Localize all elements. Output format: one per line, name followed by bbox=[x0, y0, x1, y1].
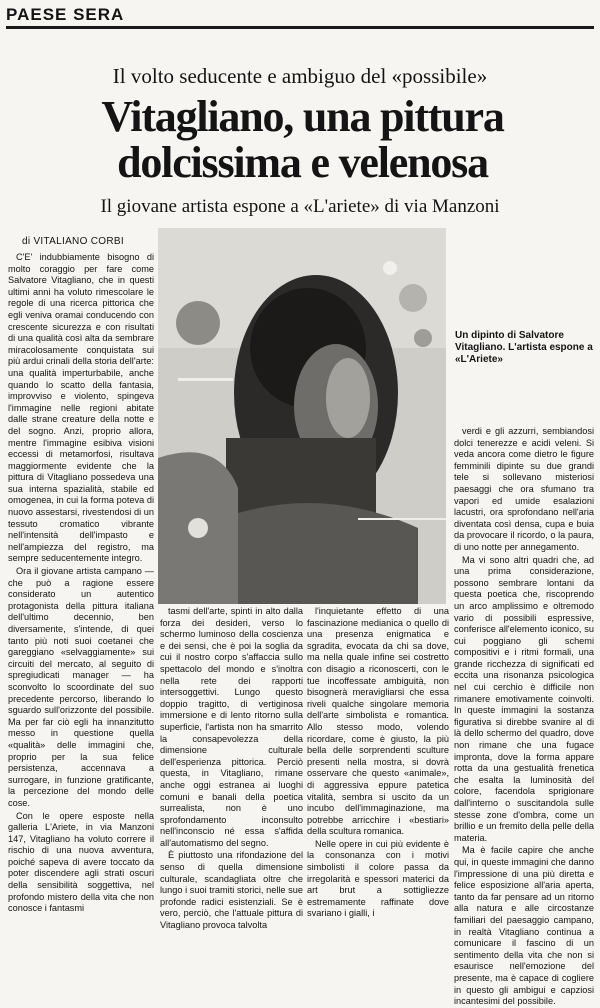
article-column-4 bbox=[454, 426, 594, 1007]
headline-line-1: Vitagliano, una pittura bbox=[101, 92, 504, 141]
paragraph: tasmi dell'arte, spinti in alto dalla forza dei desideri, verso lo schermo luminoso della coscienza e dei sensi, che è poi la soglia da cui il nostro corpo s'affaccia sullo spettacolo del mondo e s'inoltra nella rete dei rapporti intersoggettivi. Lungo questo doppio tragitto, di vertiginosa immersione e di lento ritorno sulla superficie, l'artista non ha smarrito la consapevolezza della dimensione culturale dell'esperienza pittorica. Perciò questa, in Vitagliano, rimane anche oggi estranea ai luoghi comuni e banali della poetica surrealista, non è uno sprofondamento inconsulto nell'inconscio né essa s'affida all'automatismo del segno. bbox=[160, 606, 303, 848]
paragraph: l'inquietante effetto di una fascinazione medianica o quello di una presenza enigmatica e sgradita, evocata da chi sa dove, ma nella quale infine sei costretto con disagio a riconoscerti, con le tue incoffessate ambiguità, non bisognerà meravigliarsi che essa riveli qualche singolare memoria dell'arte simbolista e romantica. Allo stesso modo, volendo ricordare, come è giusto, la più bella delle sorprendenti sculture presenti nella mostra, si dovrà osservare che questo «animale», di aggressiva eppure patetica vitalità, sembra si uscito da un incubo dell'immaginazione, ma potrebbe arricchire i «bestiari» della scultura romanica. bbox=[307, 606, 449, 837]
paragraph: Con le opere esposte nella galleria L'Ariete, in via Manzoni 147, Vitagliano ha voluto correre il rischio di una nuova avventura, poiché sapeva di avere toccato da poter discendere agli strati oscuri della sensibilità soggettiva, nel profondo mistero della vita che non conosce i fantasmi bbox=[8, 810, 154, 914]
masthead bbox=[6, 4, 594, 29]
article-headline bbox=[30, 94, 575, 186]
paragraph: verdi e gli azzurri, sembiandosi dolci tenerezze e acidi veleni. Si veda ancora come dietro le figure femminili dipinte su due grandi tele si sollevano misteriosi paesaggi che ora sfumano tra vapori ed umide esalazioni lacustri, ora sprofondano nell'aria diventata così densa, cupa e buia da provocare il ricordo, o la paura, di uno notte per annegamento. bbox=[454, 426, 594, 552]
article-column-2 bbox=[160, 606, 303, 940]
article-column-1 bbox=[8, 252, 154, 940]
paragraph: Ma è facile capire che anche qui, in queste immagini che danno l'impressione di una più diretta e felice esposizione all'aria aperta, tanto da far pensare ad un ritorno alla natura e alle circostanze familiari del paesaggio campano, in realtà Vitagliano continua a comunicare il fascino di un sentimento della vita che non si esaurisce nell'emozione del presente, ma è capace di cogliere in questo gli ambigui e capziosi incantesimi del possibile. bbox=[454, 845, 594, 1007]
article-column-3 bbox=[307, 606, 449, 940]
photo-caption: Un dipinto di Salvatore Vitagliano. L'artista espone a «L'Ariete» bbox=[455, 330, 593, 365]
headline-line-2: dolcissima e velenosa bbox=[117, 138, 488, 187]
newspaper-name: PAESE SERA bbox=[6, 5, 125, 24]
article-byline: di VITALIANO CORBI bbox=[22, 236, 124, 247]
article-subhead: Il giovane artista espone a «L'ariete» di via Manzoni bbox=[100, 196, 500, 217]
painting-illustration bbox=[158, 228, 446, 604]
paragraph: È piuttosto una rifondazione del senso di quella dimensione culturale, scandagliata oltre che lungo i suoi tramiti storici, nelle sue profonde radici esistenziali. Se è vero, perciò, che l'attuale pittura di Vitagliano provoca talvolta bbox=[160, 850, 303, 931]
painting-photo bbox=[158, 228, 446, 604]
paragraph: Ma vi sono altri quadri che, ad una prima considerazione, possono sembrare lontani da questa poetica che, riscoprendo un arco amplissimo e oltremodo vario di possibili espressive, conferisce all'elemento iconico, su cui poggiano gli schemi compositivi e i ritmi formali, una grande ricchezza di significati ed eccita una risonanza psicologica nel cui cerchio è difficile non rimanere emotivamente coinvolti. In queste immagini la sostanza figurativa si direbbe svanire al di là dello schermo del quadro, dove non rimane che una fugace impronta, dove la forma appare rotta da una gestualità frenetica che esalta la luminosità del colore, facendola sprigionare dall'interno o suscitandola sulle stesse zone d'ombra, come un brillio e un fremito della pelle della materia. bbox=[454, 554, 594, 843]
paragraph: Nelle opere in cui più evidente è la consonanza con i motivi simbolisti il colore passa da irregolarità e spessori materici da art brut a sottigliezze estremamente raffinate dove svariano i gialli, i bbox=[307, 838, 449, 919]
paragraph: C'E' indubbiamente bisogno di molto coraggio per fare come Salvatore Vitagliano, che in questi ultimi anni ha voluto rimescolare le regole di una ricerca pittorica che egli veniva oramai conducendo con crescente sicurezza e con risultati di una qualità così alta da sembrare miracolosamente conquistata sui più ardui crinali della storia dell'arte: una qualità imperturbabile, anche quando lo scatto della fantasia, improvviso e violento, spingeva l'immagine nelle regioni abitate dalle strane creature della notte e del sogno. Anzi, proprio allora, mentre l'immagine esibiva visioni eccessi di metamorfosi, risultava maggiormente evidente che la pittura di Vitagliano possedeva una sua interna spazialità, stabile ed omogenea, in cui la forma poteva di nuovo assestarsi, rivestendosi di un tessuto cromatico vibrante nell'intensità dell'impasto e nell'ampiezza del registro, ma sempre seducentemente integro. bbox=[8, 252, 154, 564]
paragraph: Ora il giovane artista campano — che può a ragione essere considerato un autentico protagonista della pittura italiana dell'ultimo decennio, ben diversamente, s'intende, di quei tanto più noti suoi coetanei che gareggiano «selvaggiamente» sui circuiti del mercato, al seguito di spregiudicati manager — ha sconvolto lo scoordinate del suo precedente percorso, liberando lo sguardo sull'orizzonte del possibile. Ma per far ciò egli ha innanzitutto messo in questione quella «qualità» delle immagini che, proprio per la sua felice persistenza, accennava a surrogare, in funzione gratificante, la percezione del mondo delle cose. bbox=[8, 566, 154, 808]
article-kicker: Il volto seducente e ambiguo del «possibile» bbox=[112, 64, 488, 88]
